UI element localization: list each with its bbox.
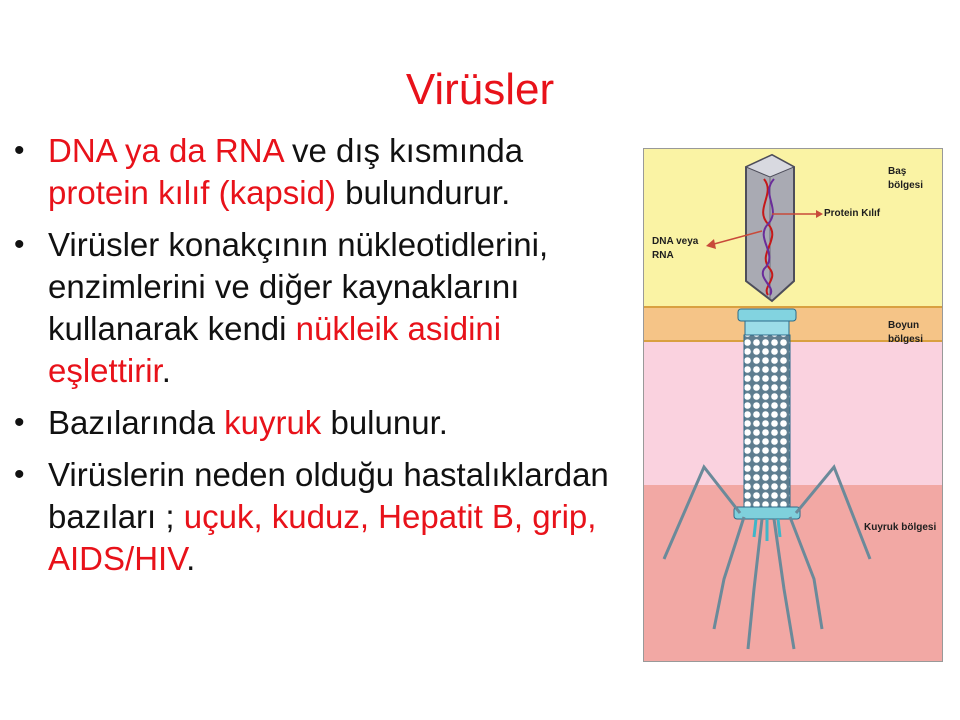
bullet-item (10, 224, 630, 392)
bullet-dot-icon: • (14, 458, 25, 491)
bullet-dot-icon: • (14, 134, 25, 167)
tail-region-label: Kuyruk bölgesi (864, 522, 937, 533)
body-text: bulundurur. (335, 174, 511, 211)
bullet-text (48, 226, 548, 389)
bullet-item (10, 454, 630, 580)
body-text: bulunur. (321, 404, 448, 441)
highlight-text: kuyruk (224, 404, 322, 441)
body-text: Virüslerin neden olduğu hastalıklardan bazıları ; (48, 456, 609, 535)
bullet-item (10, 402, 630, 444)
body-text: . (186, 540, 196, 577)
head-region-label (888, 165, 923, 193)
nucleic-acid-label (652, 235, 698, 263)
bullet-dot-icon: • (14, 228, 25, 261)
dna-label-line-2: RNA (652, 250, 674, 261)
slide-title: Virüsler (405, 65, 555, 114)
highlight-text: uçuk, kuduz, Hepatit B, grip, AIDS/HIV (48, 498, 597, 577)
bullet-text (48, 404, 448, 441)
dna-label-line-1: DNA veya (652, 236, 699, 247)
highlight-text: protein kılıf (kapsid) (48, 174, 336, 211)
neck-region-label (888, 319, 923, 347)
phage-illustration (644, 149, 942, 661)
highlight-text: nükleik asidini eşlettirir (48, 310, 502, 389)
head-label-line-1: Baş (888, 166, 907, 177)
neck-label-line-1: Boyun (888, 320, 920, 331)
body-text: ve dış kısmında (282, 132, 524, 169)
highlight-text: DNA ya da RNA (48, 132, 283, 169)
body-text: . (161, 352, 171, 389)
head-label-line-2: bölgesi (888, 180, 924, 191)
bacteriophage-diagram (643, 148, 943, 662)
bullet-text (48, 132, 523, 211)
bullet-dot-icon: • (14, 406, 25, 439)
body-text: Bazılarında (48, 404, 225, 441)
bullet-item (10, 130, 630, 214)
protein-coat-label: Protein Kılıf (824, 208, 881, 219)
body-text: Virüsler konakçının nükleotidlerini, enzimlerini ve diğer kaynaklarını kullanarak kendi (48, 226, 549, 347)
bullet-text (48, 456, 609, 577)
neck-label-line-2: bölgesi (888, 334, 924, 345)
bullet-list (10, 130, 630, 590)
